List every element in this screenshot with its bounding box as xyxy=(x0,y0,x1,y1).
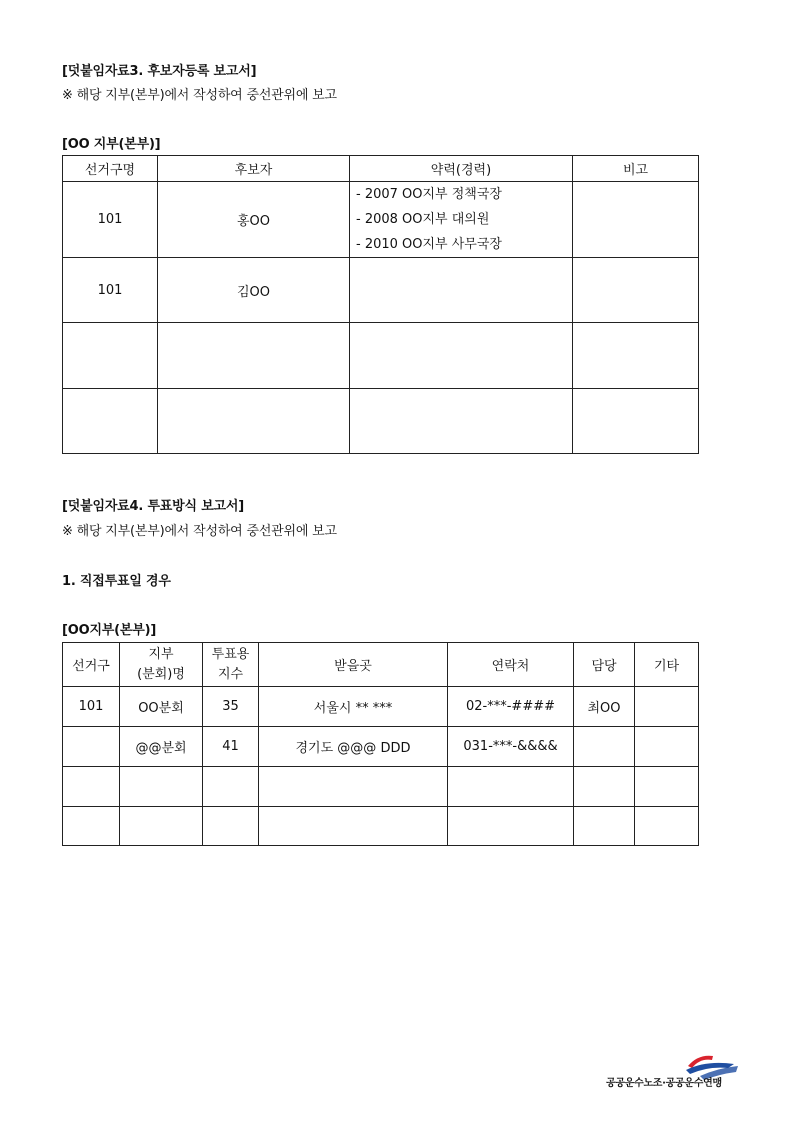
cell-ballots: 35 xyxy=(203,687,259,727)
cell-note xyxy=(573,323,699,389)
table-row xyxy=(63,258,699,323)
header-ballots-line2: 지수 xyxy=(217,666,244,682)
cell-career xyxy=(350,258,573,323)
voting-method-table xyxy=(62,642,699,846)
section3-title: [덧붙임자료3. 후보자등록 보고서] xyxy=(62,64,257,79)
cell-career xyxy=(350,182,573,258)
cell-candidate xyxy=(158,323,350,389)
career-item: - 2007 OO지부 정책국장 xyxy=(356,187,502,202)
cell-manager xyxy=(574,807,635,846)
header-ballots-line1: 투표용 xyxy=(211,646,250,662)
cell-district xyxy=(63,389,158,454)
cell-manager xyxy=(574,727,635,767)
cell-district: 101 xyxy=(63,687,120,727)
cell-ballots xyxy=(203,767,259,807)
header-district: 선거구 xyxy=(63,643,120,687)
section3-branch-label: [OO 지부(본부)] xyxy=(62,137,161,152)
candidate-table xyxy=(62,155,699,454)
section3-note: ※ 해당 지부(본부)에서 작성하여 중선관위에 보고 xyxy=(62,88,337,103)
section4-note: ※ 해당 지부(본부)에서 작성하여 중선관위에 보고 xyxy=(62,524,337,539)
cell-note xyxy=(573,389,699,454)
cell-district: 101 xyxy=(63,258,158,323)
table-header-row xyxy=(63,643,699,687)
section4-subtitle: 1. 직접투표일 경우 xyxy=(62,574,171,589)
cell-recipient: 경기도 @@@ DDD xyxy=(259,727,448,767)
cell-note xyxy=(573,182,699,258)
cell-career xyxy=(350,323,573,389)
footer-logo xyxy=(588,1046,748,1090)
cell-recipient: 서울시 ** *** xyxy=(259,687,448,727)
table-header-row xyxy=(63,156,699,182)
cell-district xyxy=(63,807,120,846)
section4-title: [덧붙임자료4. 투표방식 보고서] xyxy=(62,499,245,514)
header-etc: 기타 xyxy=(635,643,699,687)
table-row xyxy=(63,389,699,454)
cell-candidate xyxy=(158,389,350,454)
career-item: - 2008 OO지부 대의원 xyxy=(356,212,490,227)
header-career: 약력(경력) xyxy=(350,156,573,182)
header-district: 선거구명 xyxy=(63,156,158,182)
cell-district: 101 xyxy=(63,182,158,258)
header-note: 비고 xyxy=(573,156,699,182)
table-row xyxy=(63,182,699,258)
cell-recipient xyxy=(259,767,448,807)
cell-etc xyxy=(635,727,699,767)
cell-candidate: 김OO xyxy=(158,258,350,323)
cell-branch xyxy=(120,807,203,846)
cell-contact: 02-***-#### xyxy=(448,687,574,727)
career-item: - 2010 OO지부 사무국장 xyxy=(356,237,502,252)
header-manager: 담당 xyxy=(574,643,635,687)
cell-ballots xyxy=(203,807,259,846)
cell-district xyxy=(63,323,158,389)
cell-etc xyxy=(635,807,699,846)
header-branch xyxy=(120,643,203,687)
cell-branch: @@분회 xyxy=(120,727,203,767)
header-recipient: 받을곳 xyxy=(259,643,448,687)
cell-manager: 최OO xyxy=(574,687,635,727)
header-contact: 연락처 xyxy=(448,643,574,687)
cell-district xyxy=(63,727,120,767)
table-row xyxy=(63,727,699,767)
cell-etc xyxy=(635,767,699,807)
table-row xyxy=(63,687,699,727)
header-branch-line2: (분회)명 xyxy=(137,666,185,682)
header-ballots xyxy=(203,643,259,687)
table-row xyxy=(63,767,699,807)
cell-district xyxy=(63,767,120,807)
cell-candidate: 홍OO xyxy=(158,182,350,258)
cell-note xyxy=(573,258,699,323)
cell-branch xyxy=(120,767,203,807)
table-row xyxy=(63,807,699,846)
footer-logo-text: 공공운수노조·공공운수연맹 xyxy=(606,1078,722,1089)
header-branch-line1: 지부 xyxy=(148,646,174,662)
header-candidate: 후보자 xyxy=(158,156,350,182)
cell-manager xyxy=(574,767,635,807)
section4-branch-label: [OO지부(본부)] xyxy=(62,623,157,638)
cell-ballots: 41 xyxy=(203,727,259,767)
cell-contact xyxy=(448,807,574,846)
cell-contact xyxy=(448,767,574,807)
cell-etc xyxy=(635,687,699,727)
table-row xyxy=(63,323,699,389)
cell-career xyxy=(350,389,573,454)
cell-recipient xyxy=(259,807,448,846)
cell-contact: 031-***-&&&& xyxy=(448,727,574,767)
cell-branch: OO분회 xyxy=(120,687,203,727)
